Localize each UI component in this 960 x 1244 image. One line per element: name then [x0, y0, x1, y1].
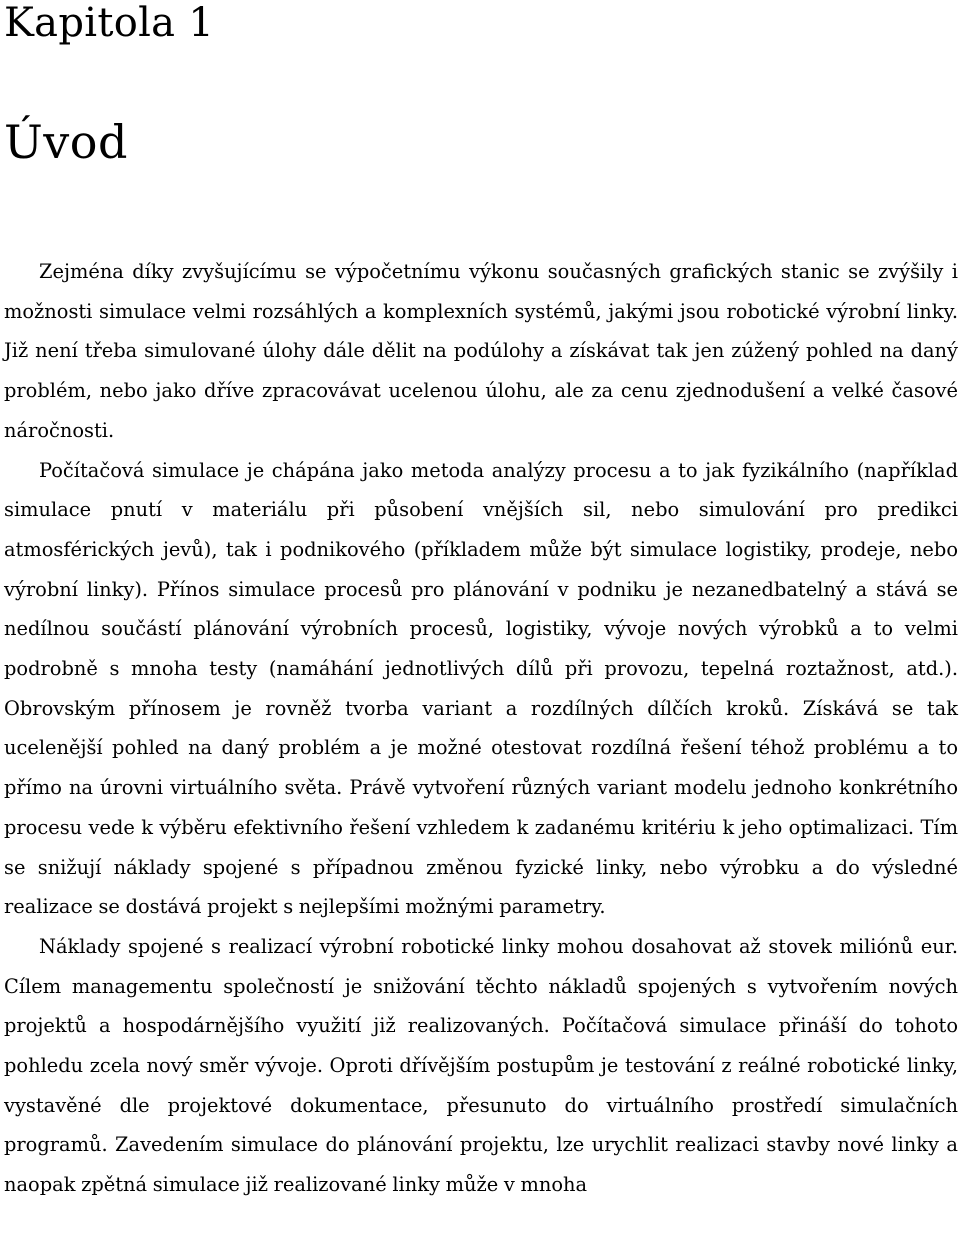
paragraph-3: Náklady spojené s realizací výrobní robotické linky mohou dosahovat až stovek miliónů eur. Cílem managementu společností je snižování těchto nákladů spojených s vytvořením nových projektů a hospodárnějšího využití již realizovaných. Počítačová simulace přináší do tohoto pohledu zcela nový směr vývoje. Oproti dřívějším postupům je testování z reálné robotické linky, vystavěné dle projektové dokumentace, přesunuto do virtuálního prostředí simulačních programů. Zavedením simulace do plánování projektu, lze urychlit realizaci stavby nové linky a naopak zpětná simulace již realizované linky může v mnoha — [4, 934, 958, 1197]
document-page — [4, 0, 958, 1205]
chapter-body — [4, 252, 958, 1205]
chapter-title: Úvod — [4, 115, 128, 169]
chapter-label: Kapitola 1 — [4, 0, 215, 46]
paragraph-1: Zejména díky zvyšujícímu se výpočetnímu výkonu současných grafických stanic se zvýšily i možnosti simulace velmi rozsáhlých a komplexních systémů, jakými jsou robotické výrobní linky. Již není třeba simulované úlohy dále dělit na podúlohy a získávat tak jen zúžený pohled na daný problém, nebo jako dříve zpracovávat ucelenou úlohu, ale za cenu zjednodušení a velké časové náročnosti. — [4, 260, 958, 442]
paragraph-2: Počítačová simulace je chápána jako metoda analýzy procesu a to jak fyzikálního (například simulace pnutí v materiálu při působení vnějších sil, nebo simulování pro predikci atmosférických jevů), tak i podnikového (příkladem může být simulace logistiky, prodeje, nebo výrobní linky). Přínos simulace procesů pro plánování v podniku je nezanedbatelný a stává se nedílnou součástí plánování výrobních procesů, logistiky, vývoje nových výrobků a to velmi podrobně s mnoha testy (namáhání jednotlivých dílů při provozu, tepelná roztažnost, atd.). Obrovským přínosem je rovněž tvorba variant a rozdílných dílčích kroků. Získává se tak ucelenější pohled na daný problém a je možné otestovat rozdílná řešení téhož problému a to přímo na úrovni virtuálního světa. Právě vytvoření různých variant modelu jednoho konkrétního procesu vede k výběru efektivního řešení vzhledem k zadanému kritériu k jeho optimalizaci. Tím se snižují náklady spojené s případnou změnou fyzické linky, nebo výrobku a do výsledné realizace se dostává projekt s nejlepšími možnými parametry. — [4, 458, 958, 919]
